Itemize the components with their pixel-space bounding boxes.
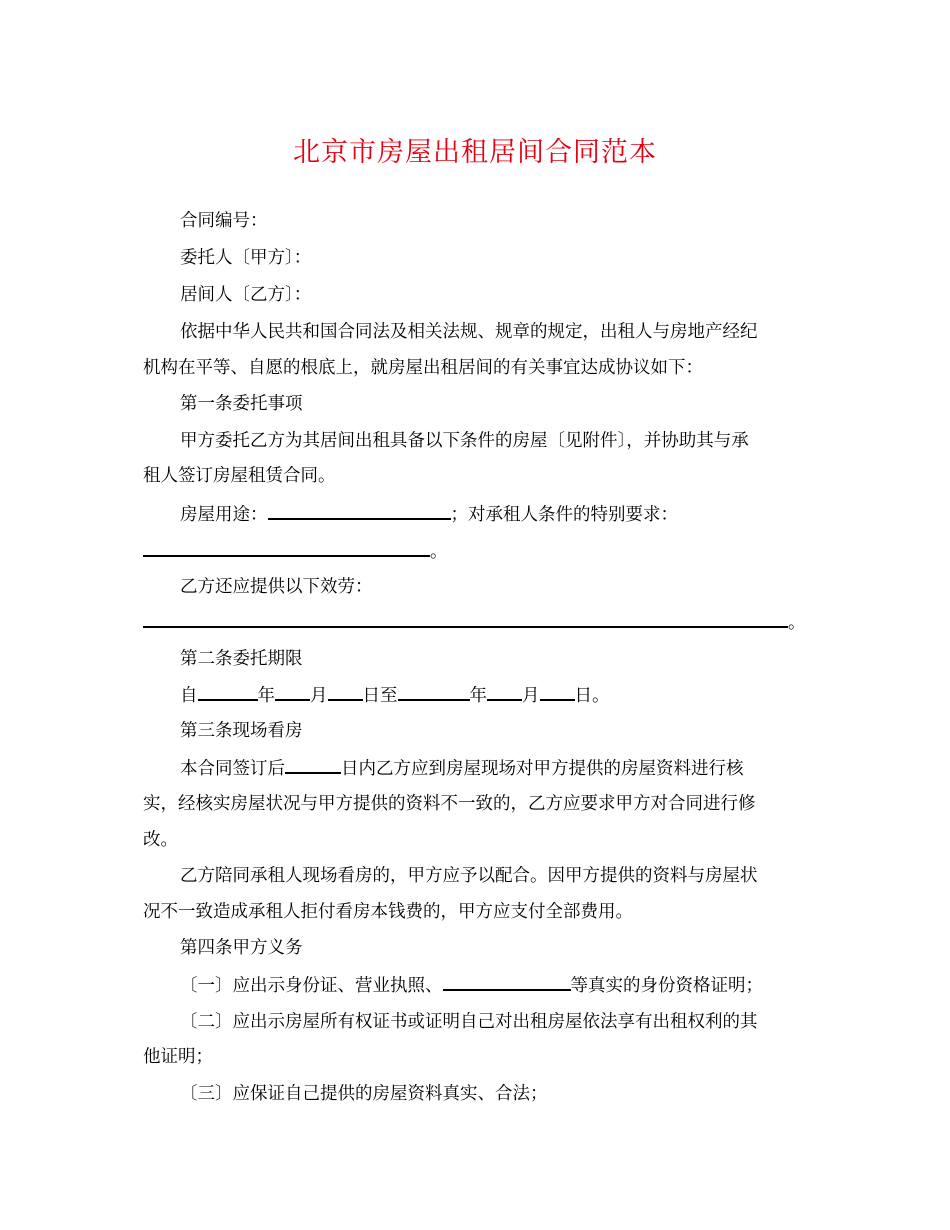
contract-number-label: 合同编号： [180,211,268,231]
intro-line-1: 依据中华人民共和国合同法及相关法规、规章的规定，出租人与房地产经纪 [180,322,758,342]
period-2: 。 [788,613,806,633]
article-4-item-2-line-2: 他证明； [143,1047,213,1067]
page-title: 北京市房屋出租居间合同范本 [293,137,657,168]
term-line [180,683,610,708]
term-year: 年 [257,686,275,706]
term-month: 月 [310,686,328,706]
article-3-line-2: 实，经核实房屋状况与甲方提供的资料不一致的，乙方应要求甲方对合同进行修 [143,794,756,814]
article-4-heading: 第四条甲方义务 [180,938,303,958]
inspection-text-a: 本合同签订后 [180,759,285,779]
article-4-item-2-line-1: 〔二〕应出示房屋所有权证书或证明自己对出租房屋依法享有出租权利的其 [180,1012,758,1032]
start-year-blank[interactable] [198,683,258,701]
article-1-heading: 第一条委托事项 [180,394,303,414]
article-4-item-3: 〔三〕应保证自己提供的房屋资料真实、合法； [180,1084,548,1104]
article-1-line-1: 甲方委托乙方为其居间出租具备以下条件的房屋〔见附件〕，并协助其与承 [180,431,749,451]
term-from: 自 [180,686,198,706]
inspection-text-b: 日内乙方应到房屋现场对甲方提供的房屋资料进行核 [341,759,744,779]
service-label: 乙方还应提供以下效劳： [180,577,373,597]
article-1-line-2: 租人签订房屋租赁合同。 [143,466,336,486]
article-2-heading: 第二条委托期限 [180,649,303,669]
article-3-p2-line-1: 乙方陪同承租人现场看房的，甲方应予以配合。因甲方提供的资料与房屋状 [180,866,758,886]
intro-line-2: 机构在平等、自愿的根底上，就房屋出租居间的有关事宜达成协议如下： [143,358,703,378]
start-day-blank[interactable] [328,683,363,701]
start-month-blank[interactable] [275,683,310,701]
item-1-text-b: 等真实的身份资格证明； [570,976,763,996]
term-day-end: 日。 [574,686,610,706]
usage-line [180,502,678,527]
article-3-p2-line-2: 况不一致造成承租人拒付看房本钱费的，甲方应支付全部费用。 [143,902,633,922]
term-year-2: 年 [469,686,487,706]
usage-label: 房屋用途： [180,505,268,525]
service-blank[interactable] [143,610,788,628]
article-3-heading: 第三条现场看房 [180,721,303,741]
identity-doc-blank[interactable] [443,973,571,991]
inspection-days-blank[interactable] [285,756,341,774]
special-requirements-line [143,539,448,564]
item-1-text-a: 〔一〕应出示身份证、营业执照、 [180,976,443,996]
end-month-blank[interactable] [487,683,522,701]
principal-label: 委托人〔甲方〕： [180,248,312,268]
intermediary-label: 居间人〔乙方〕： [180,285,312,305]
usage-blank[interactable] [268,502,451,520]
service-line [143,610,806,635]
article-3-line-3: 改。 [143,830,178,850]
end-day-blank[interactable] [540,683,575,701]
usage-separator: ；对承租人条件的特别要求： [450,505,678,525]
special-requirements-blank[interactable] [143,539,430,557]
term-month-2: 月 [522,686,540,706]
article-4-item-1 [180,973,763,998]
article-3-line-1 [180,756,744,781]
term-day-to: 日至 [362,686,398,706]
end-year-blank[interactable] [398,683,470,701]
period-1: 。 [430,542,448,562]
